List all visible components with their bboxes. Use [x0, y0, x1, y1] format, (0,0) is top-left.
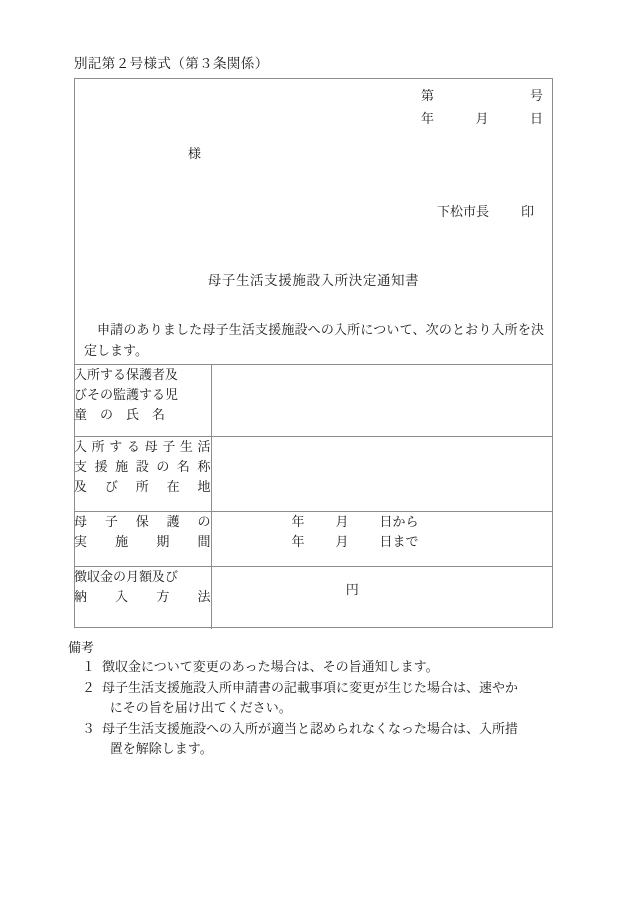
table-row [74, 512, 553, 567]
period-from-month: 月 [335, 514, 349, 529]
row-value-fee-and-payment[interactable] [211, 567, 553, 629]
table-row [74, 437, 553, 512]
remark-line-2: 置を解除します。 [109, 741, 213, 757]
period-to-month: 月 [335, 534, 349, 550]
period-fields [212, 512, 554, 552]
period-to-year: 年 [291, 534, 305, 550]
notice-box [74, 78, 553, 628]
document-title: 母子生活支援施設入所決定通知書 [207, 273, 420, 288]
label-line: 徴収金の月額及び [74, 569, 179, 584]
remark-text [102, 719, 548, 760]
row-value-facility-name-address[interactable] [211, 437, 553, 512]
remarks-title: 備考 [68, 640, 95, 655]
label-line: 入 所 す る 母 子 生 活 [74, 439, 211, 454]
remark-line-1: 徴収金について変更のあった場合は、その旨通知します。 [102, 659, 439, 674]
remark-line-1: 母子生活支援施設への入所が適当と認められなくなった場合は、入所措 [102, 720, 519, 736]
remark-text [102, 678, 548, 719]
document-number-label: 第 [421, 88, 435, 103]
label-line: 母 子 保 護 の [74, 514, 211, 529]
label-line: 入所する保護者及 [74, 367, 179, 382]
period-to-line [292, 532, 554, 552]
list-item [68, 678, 568, 719]
date-month-label: 月 [475, 111, 489, 126]
label-line: びその監護する児 [74, 386, 179, 402]
issuer-name: 下松市長 [436, 204, 489, 219]
document-number-field [421, 85, 543, 104]
currency-unit: 円 [345, 582, 359, 597]
remark-number: １ [82, 659, 96, 674]
remark-number: ２ [82, 679, 96, 695]
period-from-line [292, 512, 554, 532]
label-line: 納 入 方 法 [74, 588, 211, 604]
period-from-year: 年 [291, 514, 305, 529]
notice-header-area [75, 79, 552, 364]
document-date-field [421, 108, 543, 127]
notice-detail-table [74, 364, 553, 629]
table-row [74, 365, 553, 437]
notice-body-text: 申請のありました母子生活支援施設への入所について、次のとおり入所を決定します。 [84, 322, 544, 359]
remark-line-2: にその旨を届け出てください。 [109, 700, 292, 716]
date-day-label: 日 [529, 111, 543, 126]
label-line: 及 び 所 在 地 [74, 478, 211, 494]
addressee-honorific: 様 [188, 146, 202, 161]
row-value-guardian-child-name[interactable] [211, 365, 553, 437]
row-label-fee-and-payment [74, 567, 211, 629]
document-number-suffix: 号 [529, 88, 543, 103]
table-row [74, 567, 553, 629]
row-label-support-period [74, 512, 211, 567]
remark-text [102, 657, 548, 678]
label-line: 実 施 期 間 [74, 533, 211, 549]
list-item [68, 719, 568, 760]
seal-mark: 印 [520, 204, 534, 219]
period-from-day: 日から [379, 514, 419, 529]
label-line: 童 の 氏 名 [74, 406, 166, 422]
remark-number: ３ [82, 720, 96, 736]
row-label-facility-name-address [74, 437, 211, 512]
issuer-line [437, 201, 534, 220]
form-number-heading: 別記第２号様式（第３条関係） [74, 56, 269, 71]
list-item [68, 657, 568, 678]
period-to-day: 日まで [379, 534, 419, 550]
date-year-label: 年 [421, 111, 435, 126]
remarks-section [68, 637, 568, 760]
row-label-guardian-child-name [74, 365, 211, 437]
remark-line-1: 母子生活支援施設入所申請書の記載事項に変更が生じた場合は、速やか [102, 679, 519, 695]
label-line: 支 援 施 設 の 名 称 [74, 458, 211, 474]
row-value-support-period[interactable] [211, 512, 553, 567]
